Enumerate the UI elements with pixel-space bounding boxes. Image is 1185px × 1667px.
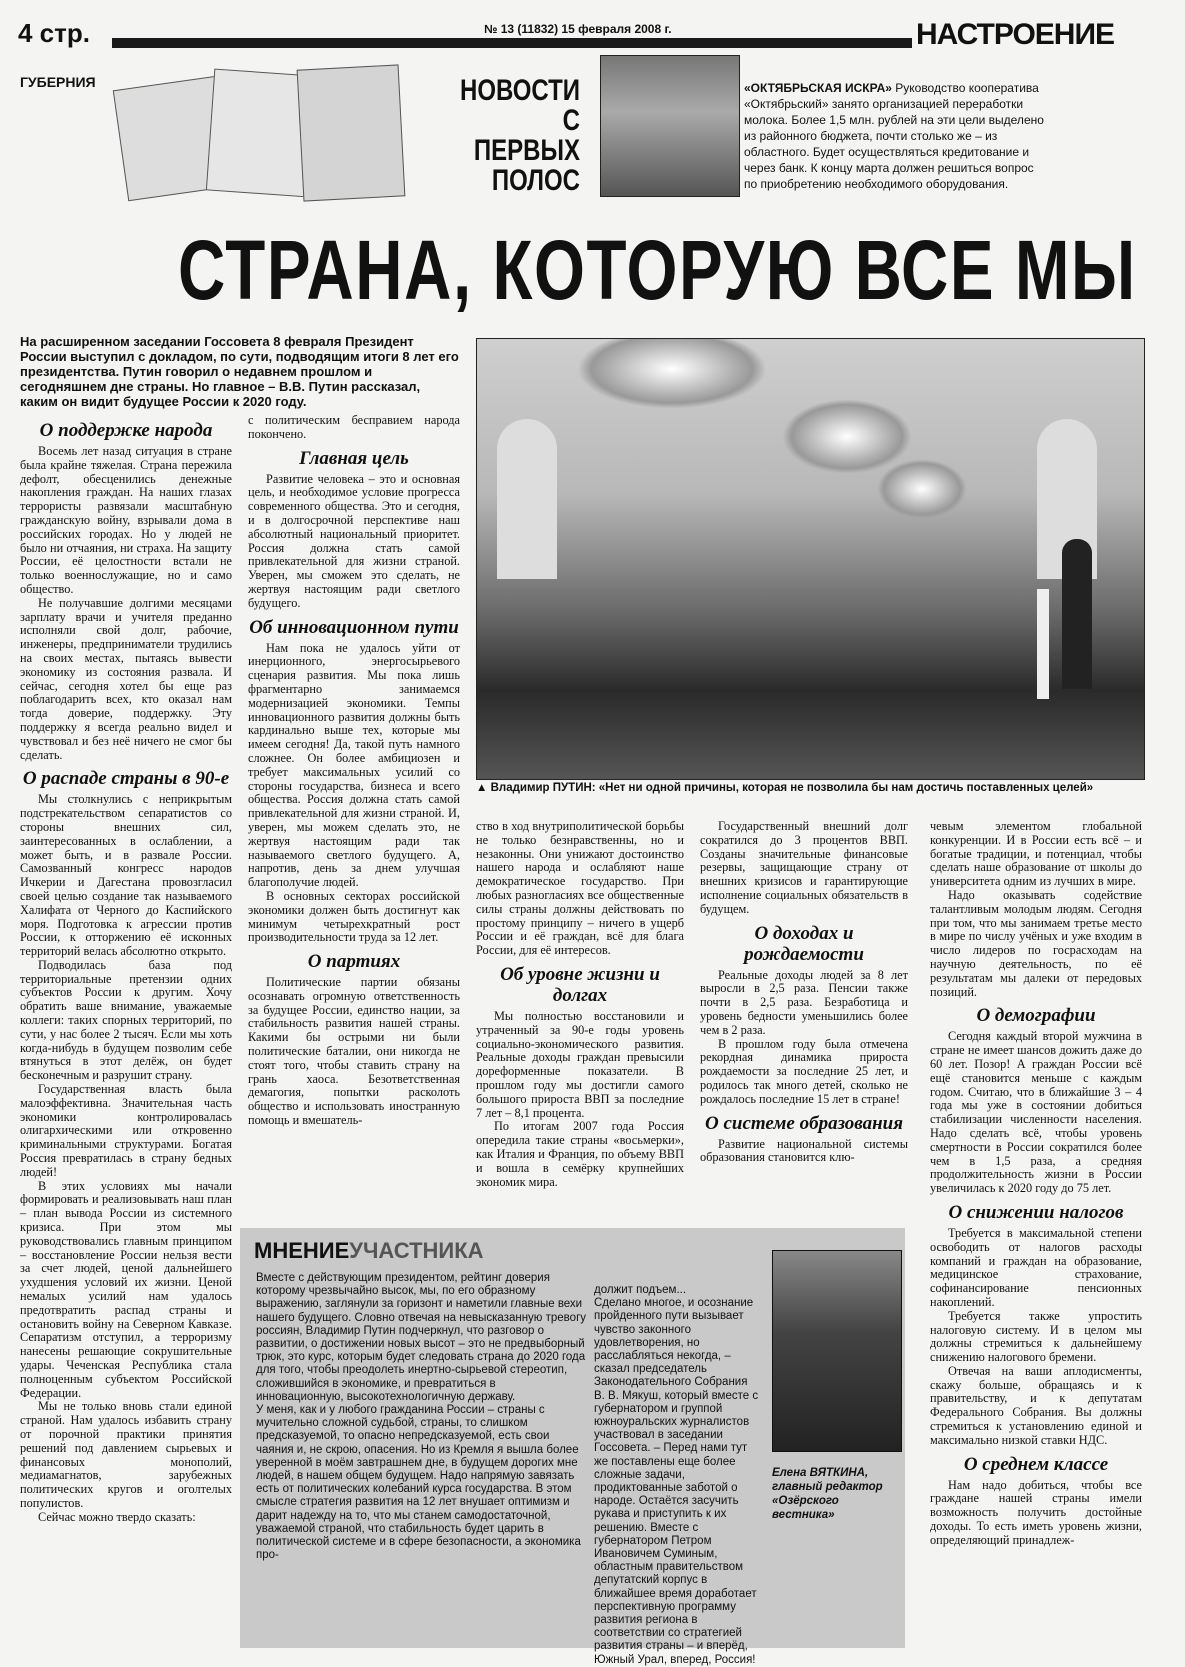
paragraph: Развитие национальной системы образования становится клю-	[700, 1136, 908, 1165]
news-title-line1: НОВОСТИ	[460, 74, 581, 107]
subheading: О поддержке народа	[39, 420, 213, 441]
news-title-line2: С ПЕРВЫХ	[473, 104, 580, 167]
building-photo	[600, 55, 740, 197]
photo-caption: ▲ Владимир ПУТИН: «Нет ни одной причины, которая не позволила бы нам достичь поставленных целей»	[476, 782, 1094, 794]
podium	[1037, 589, 1049, 699]
paragraph: ство в ход внутриполитической борьбы не только безнравственны, но и незаконны. Они унижают достоинство нашего народа и ослабляют наше демократическое государство. При любых разногласиях все общественные силы страны должны действовать по простому принципу – ничего в ущерб России и её граждан, всё для блага России, для её интересов.	[476, 819, 684, 958]
news-text: Руководство кооператива «Октябрьский» занято организацией переработки молока. Более 1,5 млн. рублей на эти цели выделено из районного бюджета, почти столько же – из областного. Будет осуществляться кредитование и через банк. К концу марта должен решиться вопрос по приобретению необходимого оборудования.	[744, 81, 1044, 191]
opinion-title-a: МНЕНИЕ	[254, 1238, 350, 1263]
subheading: Об инновационном пути	[249, 616, 459, 638]
opinion-title-b: УЧАСТНИКА	[349, 1238, 484, 1263]
opinion-text-2: должит подъем... Сделано многое, и осознание пройденного пути вызывает чувство законного удовлетворения, но расслабляться некогда, – сказал председатель Законодательного Собрания В. В. Мякуш, который вместе с губернатором и группой южноуральских журналистов участвовал в заседании Госсовета. – Перед нами тут же поставлены еще более сложные задачи, продиктованные заботой о народе. Остаётся засучить рукава и приступить к их решению. Вместе с губернатором Петром Ивановичем Суминым, областным правительством депутатский корпус в ближайшее время доработает перспективную программу развития региона в соответствии со стратегией развития страны – и вперёд, Южный Урал, вперед, Россия!	[594, 1284, 759, 1666]
paragraph: Нам надо добиться, чтобы все граждане нашей страны имели возможность получить достойные доходы. То есть иметь уровень жизни, определяющий принадлеж-	[930, 1477, 1142, 1547]
news-block-title	[460, 76, 580, 196]
paragraph: В прошлом году была отмечена рекордная динамика прироста рождаемости за последние 25 лет, и родилось так много детей, сколько не рождалось последние 15 лет в стране!	[700, 1036, 908, 1106]
paragraph: Сегодня каждый второй мужчина в стране не имеет шансов дожить даже до 60 лет. Позор! А граждан России всё ещё становится меньше с каждым годом. Считаю, что в ближайшие 3 – 4 года мы уже в состоянии добиться стабилизации численности населения. Надо сделать всё, чтобы уровень смертности в России сократился более чем в 1,5 раза, а средняя продолжительность жизни в России увеличилась к 2020 году до 75 лет.	[930, 1029, 1142, 1196]
subheading: Об уровне жизни и долгах	[500, 963, 660, 1006]
subheading: О среднем классе	[963, 1453, 1109, 1475]
paragraph: Подводилась база под территориальные претензии одних субъектов России к другим. Хочу обратить ваше внимание, уважаемые коллеги: таких спорных территорий, по сути, у нас более 2 тысяч. Если мы хоть когда-нибудь в будущем позволим себе втянуться в этот делёж, он будет бесконечным и разрушит страну.	[20, 957, 232, 1083]
section-label: ГУБЕРНИЯ	[20, 74, 96, 90]
paragraph: Государственная власть была малоэффективна. Значительная часть экономики контролировалась олигархическими или откровенно криминальными структурами. Богатая Россия превратилась в страну бедных людей!	[20, 1082, 232, 1179]
lead-paragraph: На расширенном заседании Госсовета 8 февраля Президент России выступил с докладом, по сути, подводящим итоги 8 лет его президентства. Путин говорил о недавнем прошлом и сегодняшнем дне страны. Но главное – В.В. Путин рассказал, каким он видит будущее России к 2020 году.	[20, 334, 459, 409]
paragraph: с политическим бесправием народа покончено.	[248, 413, 460, 441]
subheading: О доходах и рождаемости	[744, 922, 864, 965]
article-column-5	[930, 820, 1142, 1548]
opinion-title	[254, 1238, 484, 1264]
paragraph: Государственный внешний долг сократился до 3 процентов ВВП. Созданы значительные финансовые резервы, защищающие страну от внешних кризисов и гарантирующие исполнение социальных обязательств в будущем.	[700, 819, 908, 916]
paragraph: По итогам 2007 года Россия опередила такие страны «восьмерки», как Италия и Франция, по объему ВВП и вошла в семёрку крупнейших экономик мира.	[476, 1119, 684, 1189]
newspapers-collage	[100, 62, 410, 212]
subheading: О партиях	[307, 951, 401, 973]
paragraph: Отвечая на ваши аплодисменты, скажу больше, обращаясь и к правительству, и к депутатам Федерального Собрания. Вы должны стремиться к установлению единой и максимально низкой ставки НДС.	[930, 1363, 1142, 1447]
article-column-1	[20, 414, 232, 1525]
paragraph: В этих условиях мы начали формировать и реализовывать наш план – план вывода России из системного кризиса. При этом мы руководствовались главным принципом – восстановление России нельзя вести за счет людей, ценой дальнейшего ухудшения условий их жизни. Ценой немалых усилий нам удалось предотвратить распад страны и остановить войну на Северном Кавказе. Сепаратизм отступил, а терроризму нанесены решающие сокрушительные удары. Чеченская Республика стала полноценным субъектом Российской Федерации.	[20, 1178, 232, 1400]
issue-info: № 13 (11832) 15 февраля 2008 г.	[480, 22, 676, 36]
paragraph: Восемь лет назад ситуация в стране была крайне тяжелая. Страна пережила дефолт, обесценились денежные накопления граждан. На наших глазах террористы развязали масштабную гражданскую войну, взрывали дома в российских городах. Но у людей не было ни отчаяния, ни страха. На защиту России, её целостности встали не только военнослужащие, но и само общество.	[20, 444, 232, 596]
main-headline: СТРАНА, КОТОРУЮ ВСЕ МЫ	[178, 223, 1137, 317]
paragraph: Мы столкнулись с неприкрытым подстрекательством сепаратистов со стороны внешних сил, заинтересованных в ослаблении, а может быть, и в развале России. Самозванный конгресс народов Ичкерии и Дагестана провозгласил своей целью создание так называемого Халифата от Черного до Каспийского моря. Подготовка к агрессии против России, к отторжению её исконных территорий велась абсолютно открыто.	[20, 792, 232, 959]
subheading: О снижении налогов	[948, 1201, 1124, 1223]
paragraph: Мы полностью восстановили и утраченный за 90-е годы уровень социально-экономического развития. Реальные доходы граждан превысили дореформенные показатели. В прошлом году мы достигли самого большого прироста ВВП за последние 7 лет – 8,1 процента.	[476, 1008, 684, 1120]
page-number: 4 стр.	[18, 18, 90, 48]
paragraph: Реальные доходы людей за 8 лет выросли в 2,5 раза. Пенсии также почти в 2,5 раза. Безработица и уровень бедности уменьшились более чем в 2 раза.	[700, 967, 908, 1037]
article-column-4	[700, 820, 908, 1165]
paragraph: Развитие человека – это и основная цель, и необходимое условие прогресса современного общества. Это и сегодня, и в долгосрочной перспективе наш абсолютный национальный приоритет. Россия должна стать самой привлекательной для жизни страной. Уверен, мы сможем это сделать, не жертвуя настоящим ради светлого будущего.	[248, 471, 460, 610]
paragraph: Политические партии обязаны осознавать огромную ответственность за будущее России, единство нации, за стабильность развития нашей страны. Какими бы острыми ни были политические баталии, они никогда не стоят того, чтобы ставить страну на грань хаоса. Безответственная демагогия, попытки расколоть общество и использовать иностранную помощь и вмешатель-	[248, 975, 460, 1128]
paragraph: чевым элементом глобальной конкуренции. И в России есть всё – и богатые традиции, и потенциал, чтобы сделать наше образование от школы до университета одним из лучших в мире.	[930, 819, 1142, 889]
paragraph: Требуется в максимальной степени освободить от налогов расходы компаний и граждан на образование, медицинское страхование, софинансирование пенсионных накоплений.	[930, 1225, 1142, 1309]
author-portrait	[772, 1250, 902, 1452]
article-column-3	[476, 820, 684, 1189]
news-brief	[744, 80, 1049, 192]
speaker-figure	[1062, 539, 1092, 689]
paragraph: Не получавшие долгими месяцами зарплату врачи и учителя преданно исполняли свой долг, рабочие, инженеры, предприниматели трудились на своих местах, пытаясь вывести экономику из состояния развала. И сейчас, сегодня хотел бы еще раз поблагодарить всех, кто оказал нам тогда доверие, поддержку. Эту поддержку я всегда реально видел и чувствовал и без неё ничего не смог бы сделать.	[20, 595, 232, 762]
subheading: О распаде страны в 90-е	[22, 768, 230, 790]
paragraph: В основных секторах российской экономики должен быть достигнут как минимум четырехкратный рост производительности труда за 12 лет.	[248, 888, 460, 945]
rubric-title: НАСТРОЕНИЕ	[916, 18, 1115, 51]
paragraph: Надо оказывать содействие талантливым молодым людям. Сегодня при том, что мы занимаем третье место в мире по числу учёных и уже входим в число лидеров по госрасходам на научную деятельность, по её результатам мы далеки от передовых позиций.	[930, 887, 1142, 999]
article-column-2	[248, 414, 460, 1128]
paragraph: Сейчас можно твердо сказать:	[38, 1509, 196, 1524]
news-title-line3: ПОЛОС	[491, 164, 580, 197]
paragraph: Требуется также упростить налоговую систему. И в целом мы должны стремиться к дальнейшему снижению налогового бремени.	[930, 1308, 1142, 1365]
news-source: «ОКТЯБРЬСКАЯ ИСКРА»	[744, 81, 892, 95]
subheading: О демографии	[976, 1005, 1096, 1027]
subheading: Главная цель	[299, 447, 409, 469]
opinion-author: Елена ВЯТКИНА, главный редактор «Озёрского вестника»	[772, 1467, 883, 1521]
paragraph: Нам пока не удалось уйти от инерционного, энергосырьевого сценария развития. Мы пока лишь фрагментарно занимаемся модернизацией экономики. Темпы инновационного развития должны быть кардинально выше тех, которые мы имеем сегодня! Да, такой путь намного сложнее. Он более амбициозен и требует максимальных усилий со стороны государства, бизнеса и всего общества. Россия должна стать самой привлекательной для жизни страной. И, уверен, мы можем сделать это, не жертвуя настоящим ради так называемого светлого будущего. А, напротив, день за днем улучшая благополучие людей.	[248, 640, 460, 890]
paragraph: Мы не только вновь стали единой страной. Нам удалось избавить страну от порочной практики принятия решений под давлением сырьевых и финансовых монополий, медиамагнатов, зарубежных политических кругов и оголтелых популистов.	[20, 1399, 232, 1510]
opinion-text-1: Вместе с действующим президентом, рейтинг доверия которому чрезвычайно высок, мы, по его образному выражению, заглянули за горизонт и наметили главные вехи нашего будущего. Словно отвечая на невысказанную тревогу россиян, Владимир Путин подчеркнул, что разговор о развитии, о достижении новых высот – это не предвыборный трюк, это курс, которым будет следовать страна до 2020 года для того, чтобы преодолеть инертно-сырьевой стереотип, сложившийся в экономике, и превратиться в инновационную, высокотехнологичную державу. У меня, как и у любого гражданина России – страны с мучительно сложной судьбой, страны, то слишком предсказуемой, то опасно непредсказуемой, есть свои чаяния и, не скрою, опасения. Но из Кремля я вышла более уверенной в моём завтрашнем дне, в будущем дорогих мне людей, в нашем общем будущем. Надо напрямую завязать есть от политических колебаний курса государства. В этом смысле стратегия развития на 12 лет внушает оптимизм и дарит надежду на то, что мы станем самодостаточной, уважаемой страной, что стабильность будет царить в политической системе и в сфере безопасности, а экономика про-	[256, 1272, 587, 1562]
header-rule	[112, 38, 912, 48]
subheading: О системе образования	[705, 1112, 903, 1134]
main-photo	[476, 338, 1145, 780]
